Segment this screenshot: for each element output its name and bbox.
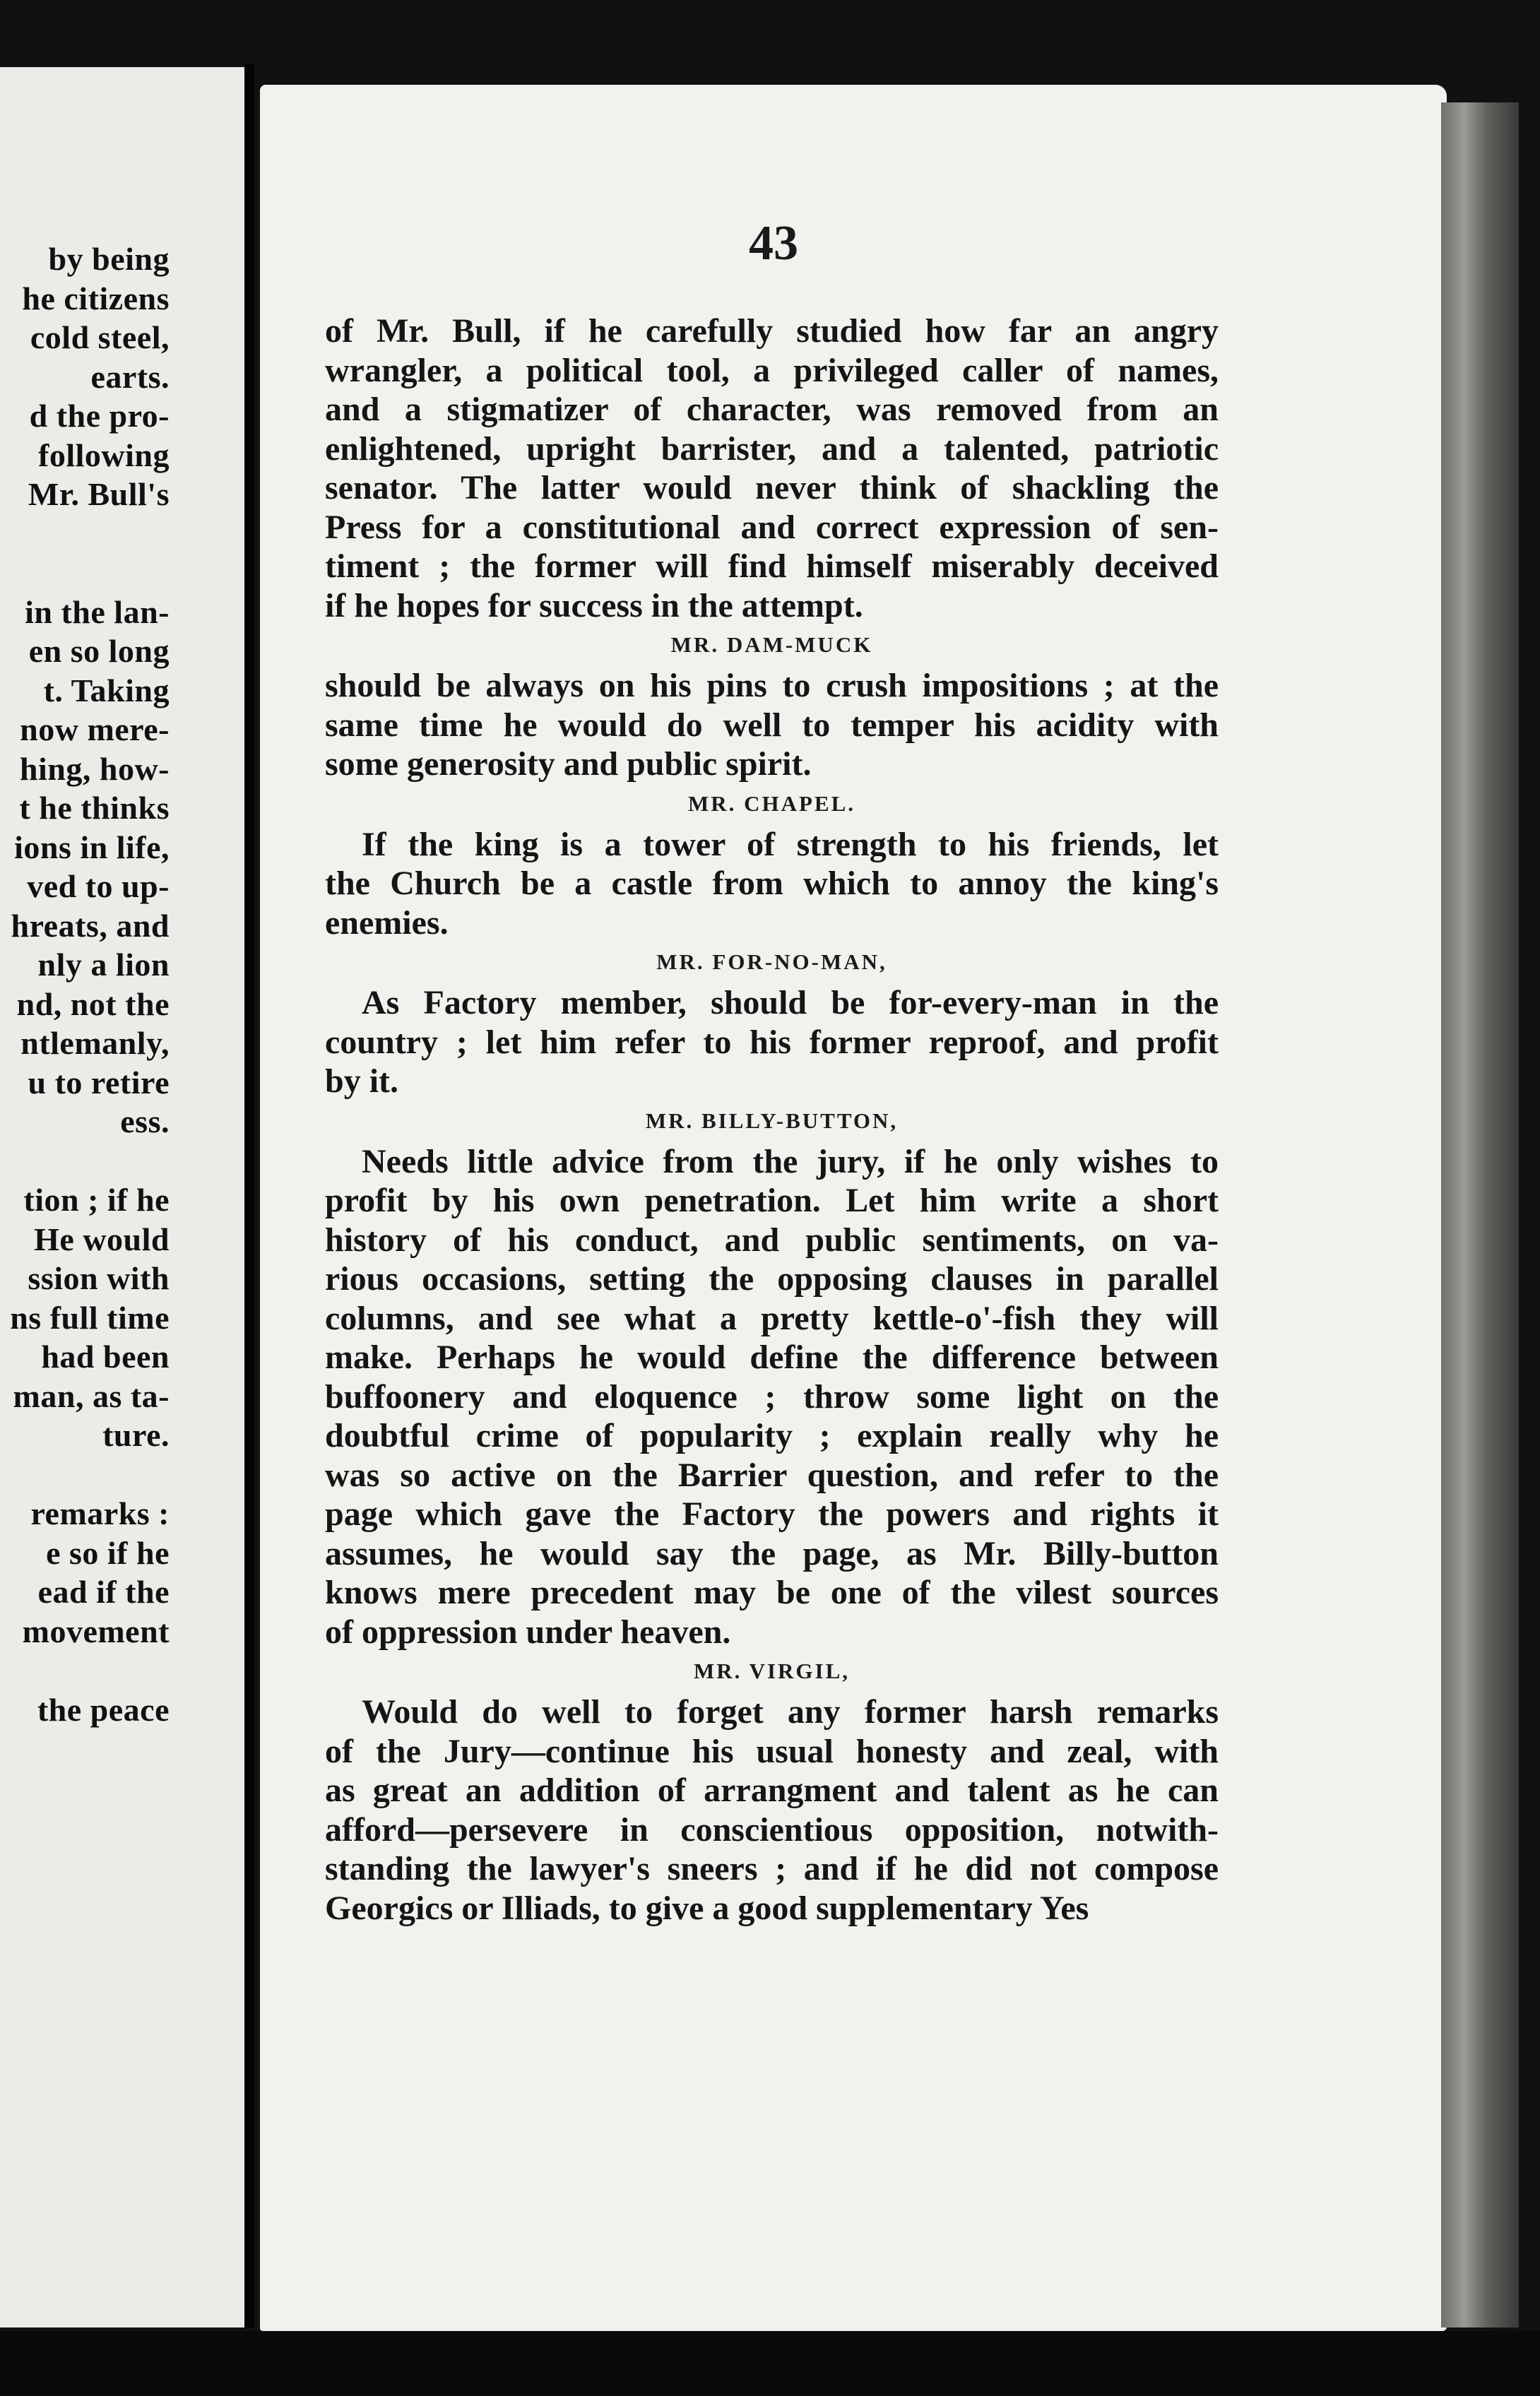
text-line: if he hopes for success in the attempt.	[325, 586, 863, 624]
section-heading: MR. BILLY-BUTTON,	[645, 1108, 899, 1133]
facing-page-line: ns full time	[10, 1299, 170, 1336]
facing-page-line: Mr. Bull's	[28, 476, 170, 512]
text-line: was so active on the Barrier question, and refer to the	[325, 1456, 1219, 1494]
text-line: afford—persevere in conscientious opposition, notwith-	[325, 1810, 1219, 1849]
facing-page-line: ved to up-	[27, 868, 170, 904]
facing-page-line: hing, how-	[19, 750, 170, 787]
facing-page-line: nd, not the	[16, 985, 170, 1022]
text-line: of oppression under heaven.	[325, 1613, 731, 1651]
facing-page-line: cold steel,	[30, 319, 170, 355]
facing-page-line: ead if the	[37, 1574, 170, 1610]
text-line: If the king is a tower of strength to his friends, let	[362, 825, 1219, 863]
text-line: profit by his own penetration. Let him write a short	[325, 1182, 1219, 1219]
text-line: make. Perhaps he would define the difference between	[325, 1339, 1219, 1376]
facing-page-line: ntlemanly,	[20, 1025, 170, 1061]
page-number: 43	[749, 216, 798, 271]
text-line: as great an addition of arrangment and talent as he can	[325, 1772, 1219, 1809]
facing-page-line: remarks :	[30, 1495, 170, 1531]
text-line: Would do well to forget any former harsh remarks	[362, 1693, 1219, 1731]
facing-page-line: earts.	[90, 358, 170, 395]
facing-page-line: in the lan-	[25, 593, 170, 630]
text-line: buffoonery and eloquence ; throw some light on the	[325, 1377, 1219, 1416]
text-line: the Church be a castle from which to annoy the king's	[325, 865, 1219, 902]
book-gutter	[244, 64, 254, 2327]
text-line: some generosity and public spirit.	[325, 745, 812, 783]
facing-page-line: movement	[22, 1613, 170, 1649]
facing-page-line: en so long	[28, 633, 170, 669]
page-edge-shadow	[1441, 102, 1519, 2327]
facing-page-line: t. Taking	[43, 672, 170, 708]
facing-page-line: e so if he	[46, 1534, 170, 1571]
facing-page-line: following	[38, 437, 170, 473]
text-line: Press for a constitutional and correct expression of sen-	[325, 508, 1219, 546]
text-line: enlightened, upright barrister, and a talented, patriotic	[325, 429, 1219, 468]
facing-page-line: nly a lion	[37, 947, 170, 983]
text-line: country ; let him refer to his former reproof, and profit	[325, 1023, 1219, 1061]
text-line: by it.	[325, 1062, 399, 1100]
facing-page-line: he citizens	[22, 280, 170, 316]
facing-page-line: tion ; if he	[23, 1182, 170, 1218]
facing-page-line: ture.	[102, 1417, 170, 1453]
section-heading: MR. DAM-MUCK	[670, 632, 873, 657]
facing-page-line: ions in life,	[14, 829, 170, 865]
text-line: of the Jury—continue his usual honesty and zeal, with	[325, 1732, 1219, 1770]
text-line: columns, and see what a pretty kettle-o'-fish they will	[325, 1299, 1219, 1337]
facing-page-line: He would	[34, 1221, 170, 1257]
facing-page-line: by being	[48, 241, 170, 277]
facing-page-fragment	[0, 67, 254, 2327]
facing-page-line: ess.	[120, 1103, 170, 1139]
facing-page-line: u to retire	[28, 1064, 170, 1101]
facing-page-line: d the pro-	[29, 398, 170, 434]
text-line: same time he would do well to temper his acidity with	[325, 706, 1219, 744]
facing-page-line: t he thinks	[19, 790, 170, 826]
text-line: history of his conduct, and public sentiments, on va-	[325, 1221, 1219, 1259]
text-line: Georgics or Illiads, to give a good supplementary Yes	[325, 1889, 1089, 1927]
section-heading: MR. CHAPEL.	[687, 790, 856, 816]
text-line: assumes, he would say the page, as Mr. Billy-button	[325, 1534, 1219, 1572]
text-line: standing the lawyer's sneers ; and if he did not compose	[325, 1850, 1219, 1887]
text-line: should be always on his pins to crush impositions ; at the	[325, 667, 1219, 704]
text-line: Needs little advice from the jury, if he only wishes to	[362, 1142, 1219, 1180]
text-line: senator. The latter would never think of shackling the	[325, 469, 1219, 506]
text-line: of Mr. Bull, if he carefully studied how far an angry	[325, 312, 1219, 350]
facing-page-line: had been	[41, 1339, 170, 1375]
scan-bottom-border	[0, 2331, 1540, 2396]
text-line: page which gave the Factory the powers and rights it	[325, 1495, 1219, 1533]
text-line: knows mere precedent may be one of the vilest sources	[325, 1574, 1219, 1611]
text-line: As Factory member, should be for-every-man in the	[362, 984, 1219, 1021]
facing-page-line: ssion with	[28, 1260, 170, 1296]
text-line: doubtful crime of popularity ; explain really why he	[325, 1417, 1219, 1454]
facing-page-line: man, as ta-	[13, 1377, 170, 1414]
text-line: rious occasions, setting the opposing clauses in parallel	[325, 1260, 1219, 1298]
section-heading: MR. VIRGIL,	[693, 1659, 851, 1683]
text-line: timent ; the former will find himself miserably deceived	[325, 547, 1219, 585]
facing-page-line: now mere-	[20, 711, 170, 747]
text-line: and a stigmatizer of character, was removed from an	[325, 391, 1219, 428]
text-line: wrangler, a political tool, a privileged caller of names,	[325, 351, 1219, 389]
facing-page-line: the peace	[37, 1691, 170, 1728]
facing-page-line: hreats, and	[11, 907, 170, 944]
text-line: enemies.	[325, 903, 449, 942]
section-heading: MR. FOR-NO-MAN,	[656, 949, 887, 974]
